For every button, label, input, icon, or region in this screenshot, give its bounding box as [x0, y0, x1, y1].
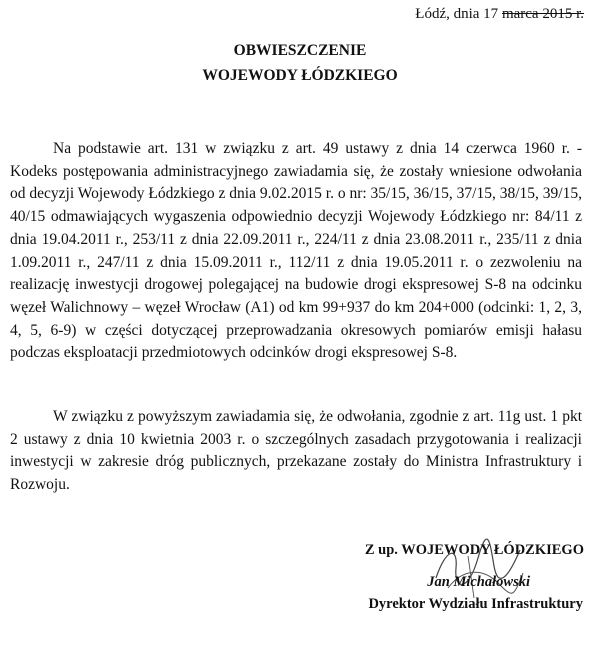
body-paragraph-2: W związku z powyższym zawiadamia się, że odwołania, zgodnie z art. 11g ust. 1 pkt 2 ustawy z dnia 10 kwietnia 2003 r. o szczególnych zasadach przygotowania i realizacji inwestycji w zakresie dróg publicznych, przekazane zostały do Ministra Infrastruktury i Rozwoju. — [10, 408, 582, 494]
document-date — [415, 6, 584, 23]
signatory-authority: Z up. WOJEWODY ŁÓDZKIEGO — [364, 542, 584, 558]
document-subtitle: WOJEWODY ŁÓDZKIEGO — [202, 67, 398, 84]
date-prefix: Łódź, dnia 17 — [415, 6, 499, 22]
signatory-position: Dyrektor Wydziału Infrastruktury — [368, 596, 583, 612]
document-title: OBWIESZCZENIE — [233, 42, 367, 59]
body-paragraph-1: Na podstawie art. 131 w związku z art. 49 ustawy z dnia 14 czerwca 1960 r. - Kodeks postępowania administracyjnego zawiadamia się, że zostały wniesione odwołania od decyzji Wojewody Łódzkiego z dnia 9.02.2015 r. o nr: 35/15, 36/15, 37/15, 38/15, 39/15, 40/15 odmawiających wygaszenia odpowiednio decyzji Wojewody Łódzkiego nr: 84/11 z dnia 19.04.2011 r., 253/11 z dnia 22.09.2011 r., 224/11 z dnia 23.08.2011 r., 235/11 z dnia 1.09.2011 r., 247/11 z dnia 15.09.2011 r., 112/11 z dnia 19.05.2011 r. o zezwoleniu na realizację inwestycji drogowej polegającej na budowie drogi ekspresowej S-8 na odcinku węzeł Walichnowy – węzeł Wrocław (A1) od km 99+937 do km 204+000 (odcinki: 1, 2, 3, 4, 5, 6-9) w części dotyczącej przeprowadzania okresowych pomiarów emisji hałasu podczas eksploatacji przedmiotowych odcinków drogi ekspresowej S-8. — [10, 140, 582, 362]
signatory-name: Jan Michałowski — [427, 574, 530, 590]
date-struck-text: marca 2015 r. — [501, 6, 584, 22]
